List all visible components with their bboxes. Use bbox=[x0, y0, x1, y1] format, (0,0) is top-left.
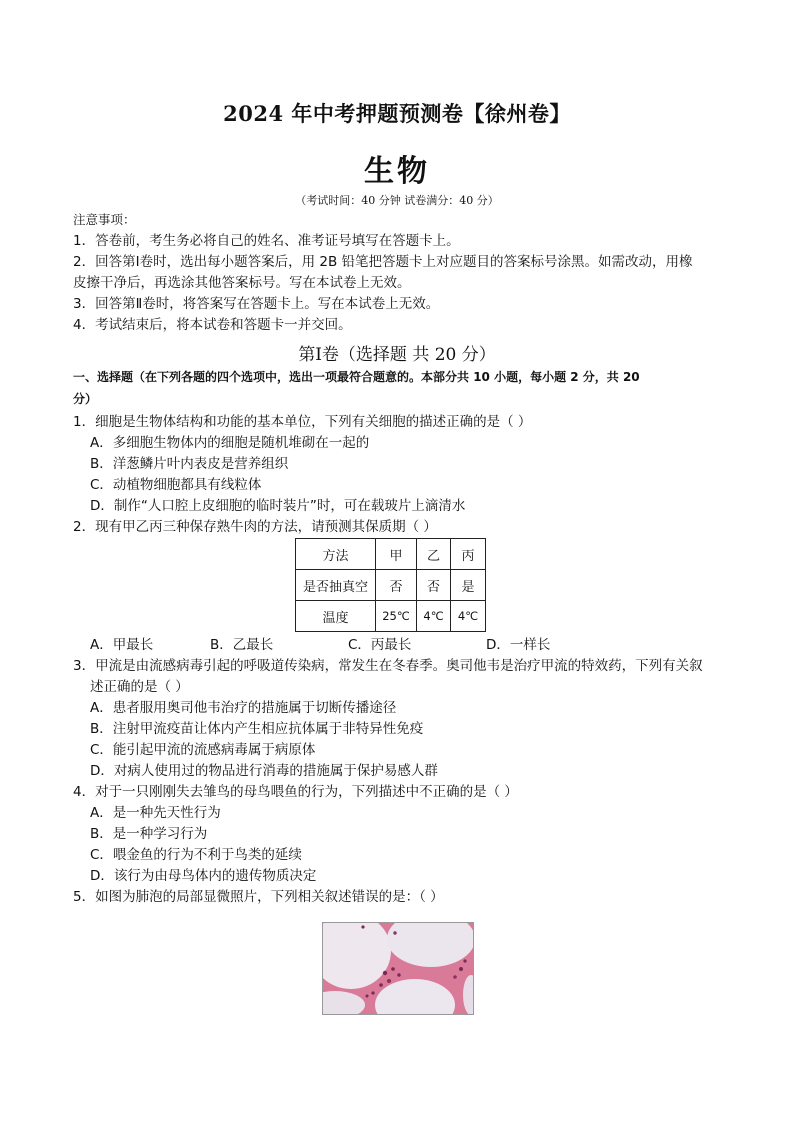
table-cell: 否 bbox=[417, 570, 451, 601]
q3-option-b: B．注射甲流疫苗让体内产生相应抗体属于非特异性免疫 bbox=[90, 721, 424, 737]
table-cell: 25℃ bbox=[376, 601, 417, 632]
notice-item: 皮擦干净后，再选涂其他答案标号。写在本试卷上无效。 bbox=[73, 275, 411, 291]
q3-option-c: C．能引起甲流的流感病毒属于病原体 bbox=[90, 742, 316, 758]
table-cell: 是否抽真空 bbox=[296, 570, 376, 601]
table-cell: 否 bbox=[376, 570, 417, 601]
table-cell: 乙 bbox=[417, 539, 451, 570]
q3-stem-cont: 述正确的是（ ） bbox=[90, 679, 189, 695]
table-cell: 甲 bbox=[376, 539, 417, 570]
exam-info: （考试时间：40 分钟 试卷满分：40 分） bbox=[295, 194, 499, 207]
section-desc: （在下列各题的四个选项中，选出一项最符合题意的。本部分共 10 小题，每小题 2 分，共 20 bbox=[133, 370, 640, 384]
table-cell: 温度 bbox=[296, 601, 376, 632]
section-heading bbox=[73, 368, 640, 386]
q1-option-d: D．制作“人口腔上皮细胞的临时装片”时，可在载玻片上滴清水 bbox=[90, 498, 466, 514]
notice-heading: 注意事项： bbox=[73, 212, 136, 227]
q4-option-b: B．是一种学习行为 bbox=[90, 826, 208, 842]
q2-table bbox=[295, 538, 486, 632]
q4-option-a: A．是一种先天性行为 bbox=[90, 805, 221, 821]
q2-option-a: A．甲最长 bbox=[90, 637, 154, 653]
q3-stem: 3．甲流是由流感病毒引起的呼吸道传染病，常发生在冬春季。奥司他韦是治疗甲流的特效药，下列有关叙 bbox=[73, 658, 703, 674]
alveoli-micrograph bbox=[322, 922, 474, 1015]
exam-title: 2024 年中考押题预测卷【徐州卷】 bbox=[223, 101, 571, 126]
table-cell: 丙 bbox=[451, 539, 486, 570]
q1-option-b: B．洋葱鳞片叶内表皮是营养组织 bbox=[90, 456, 289, 472]
q5-stem: 5．如图为肺泡的局部显微照片，下列相关叙述错误的是：（ ） bbox=[73, 889, 444, 905]
subject-title: 生物 bbox=[364, 154, 430, 189]
q3-option-a: A．患者服用奥司他韦治疗的措施属于切断传播途径 bbox=[90, 700, 397, 716]
section-desc-cont: 分） bbox=[73, 392, 98, 406]
q1-option-a: A．多细胞生物体内的细胞是随机堆砌在一起的 bbox=[90, 435, 370, 451]
q2-option-d: D．一样长 bbox=[486, 637, 551, 653]
notice-item: 4．考试结束后，将本试卷和答题卡一并交回。 bbox=[73, 317, 352, 333]
notice-item: 3．回答第Ⅱ卷时，将答案写在答题卡上。写在本试卷上无效。 bbox=[73, 296, 440, 312]
table-cell: 4℃ bbox=[417, 601, 451, 632]
q4-stem: 4．对于一只刚刚失去雏鸟的母鸟喂鱼的行为，下列描述中不正确的是（ ） bbox=[73, 784, 518, 800]
table-row bbox=[296, 539, 486, 570]
notice-item: 1．答卷前，考生务必将自己的姓名、准考证号填写在答题卡上。 bbox=[73, 233, 460, 249]
q2-option-b: B．乙最长 bbox=[210, 637, 274, 653]
table-cell: 是 bbox=[451, 570, 486, 601]
table-row bbox=[296, 601, 486, 632]
table-cell: 4℃ bbox=[451, 601, 486, 632]
q1-option-c: C．动植物细胞都具有线粒体 bbox=[90, 477, 262, 493]
part1-title: 第Ⅰ卷（选择题 共 20 分） bbox=[298, 345, 496, 365]
table-cell: 方法 bbox=[296, 539, 376, 570]
table-row bbox=[296, 570, 486, 601]
q4-option-c: C．喂金鱼的行为不利于鸟类的延续 bbox=[90, 847, 302, 863]
q2-stem: 2．现有甲乙丙三种保存熟牛肉的方法，请预测其保质期（ ） bbox=[73, 519, 437, 535]
section-label: 一、选择题 bbox=[73, 370, 134, 384]
notice-item: 2．回答第Ⅰ卷时，选出每小题答案后，用 2B 铅笔把答题卡上对应题目的答案标号涂黑。如需改动，用橡 bbox=[73, 254, 693, 270]
q4-option-d: D．该行为由母鸟体内的遗传物质决定 bbox=[90, 868, 317, 884]
q2-option-c: C．丙最长 bbox=[348, 637, 412, 653]
q3-option-d: D．对病人使用过的物品进行消毒的措施属于保护易感人群 bbox=[90, 763, 438, 779]
q1-stem: 1．细胞是生物体结构和功能的基本单位，下列有关细胞的描述正确的是（ ） bbox=[73, 414, 532, 430]
